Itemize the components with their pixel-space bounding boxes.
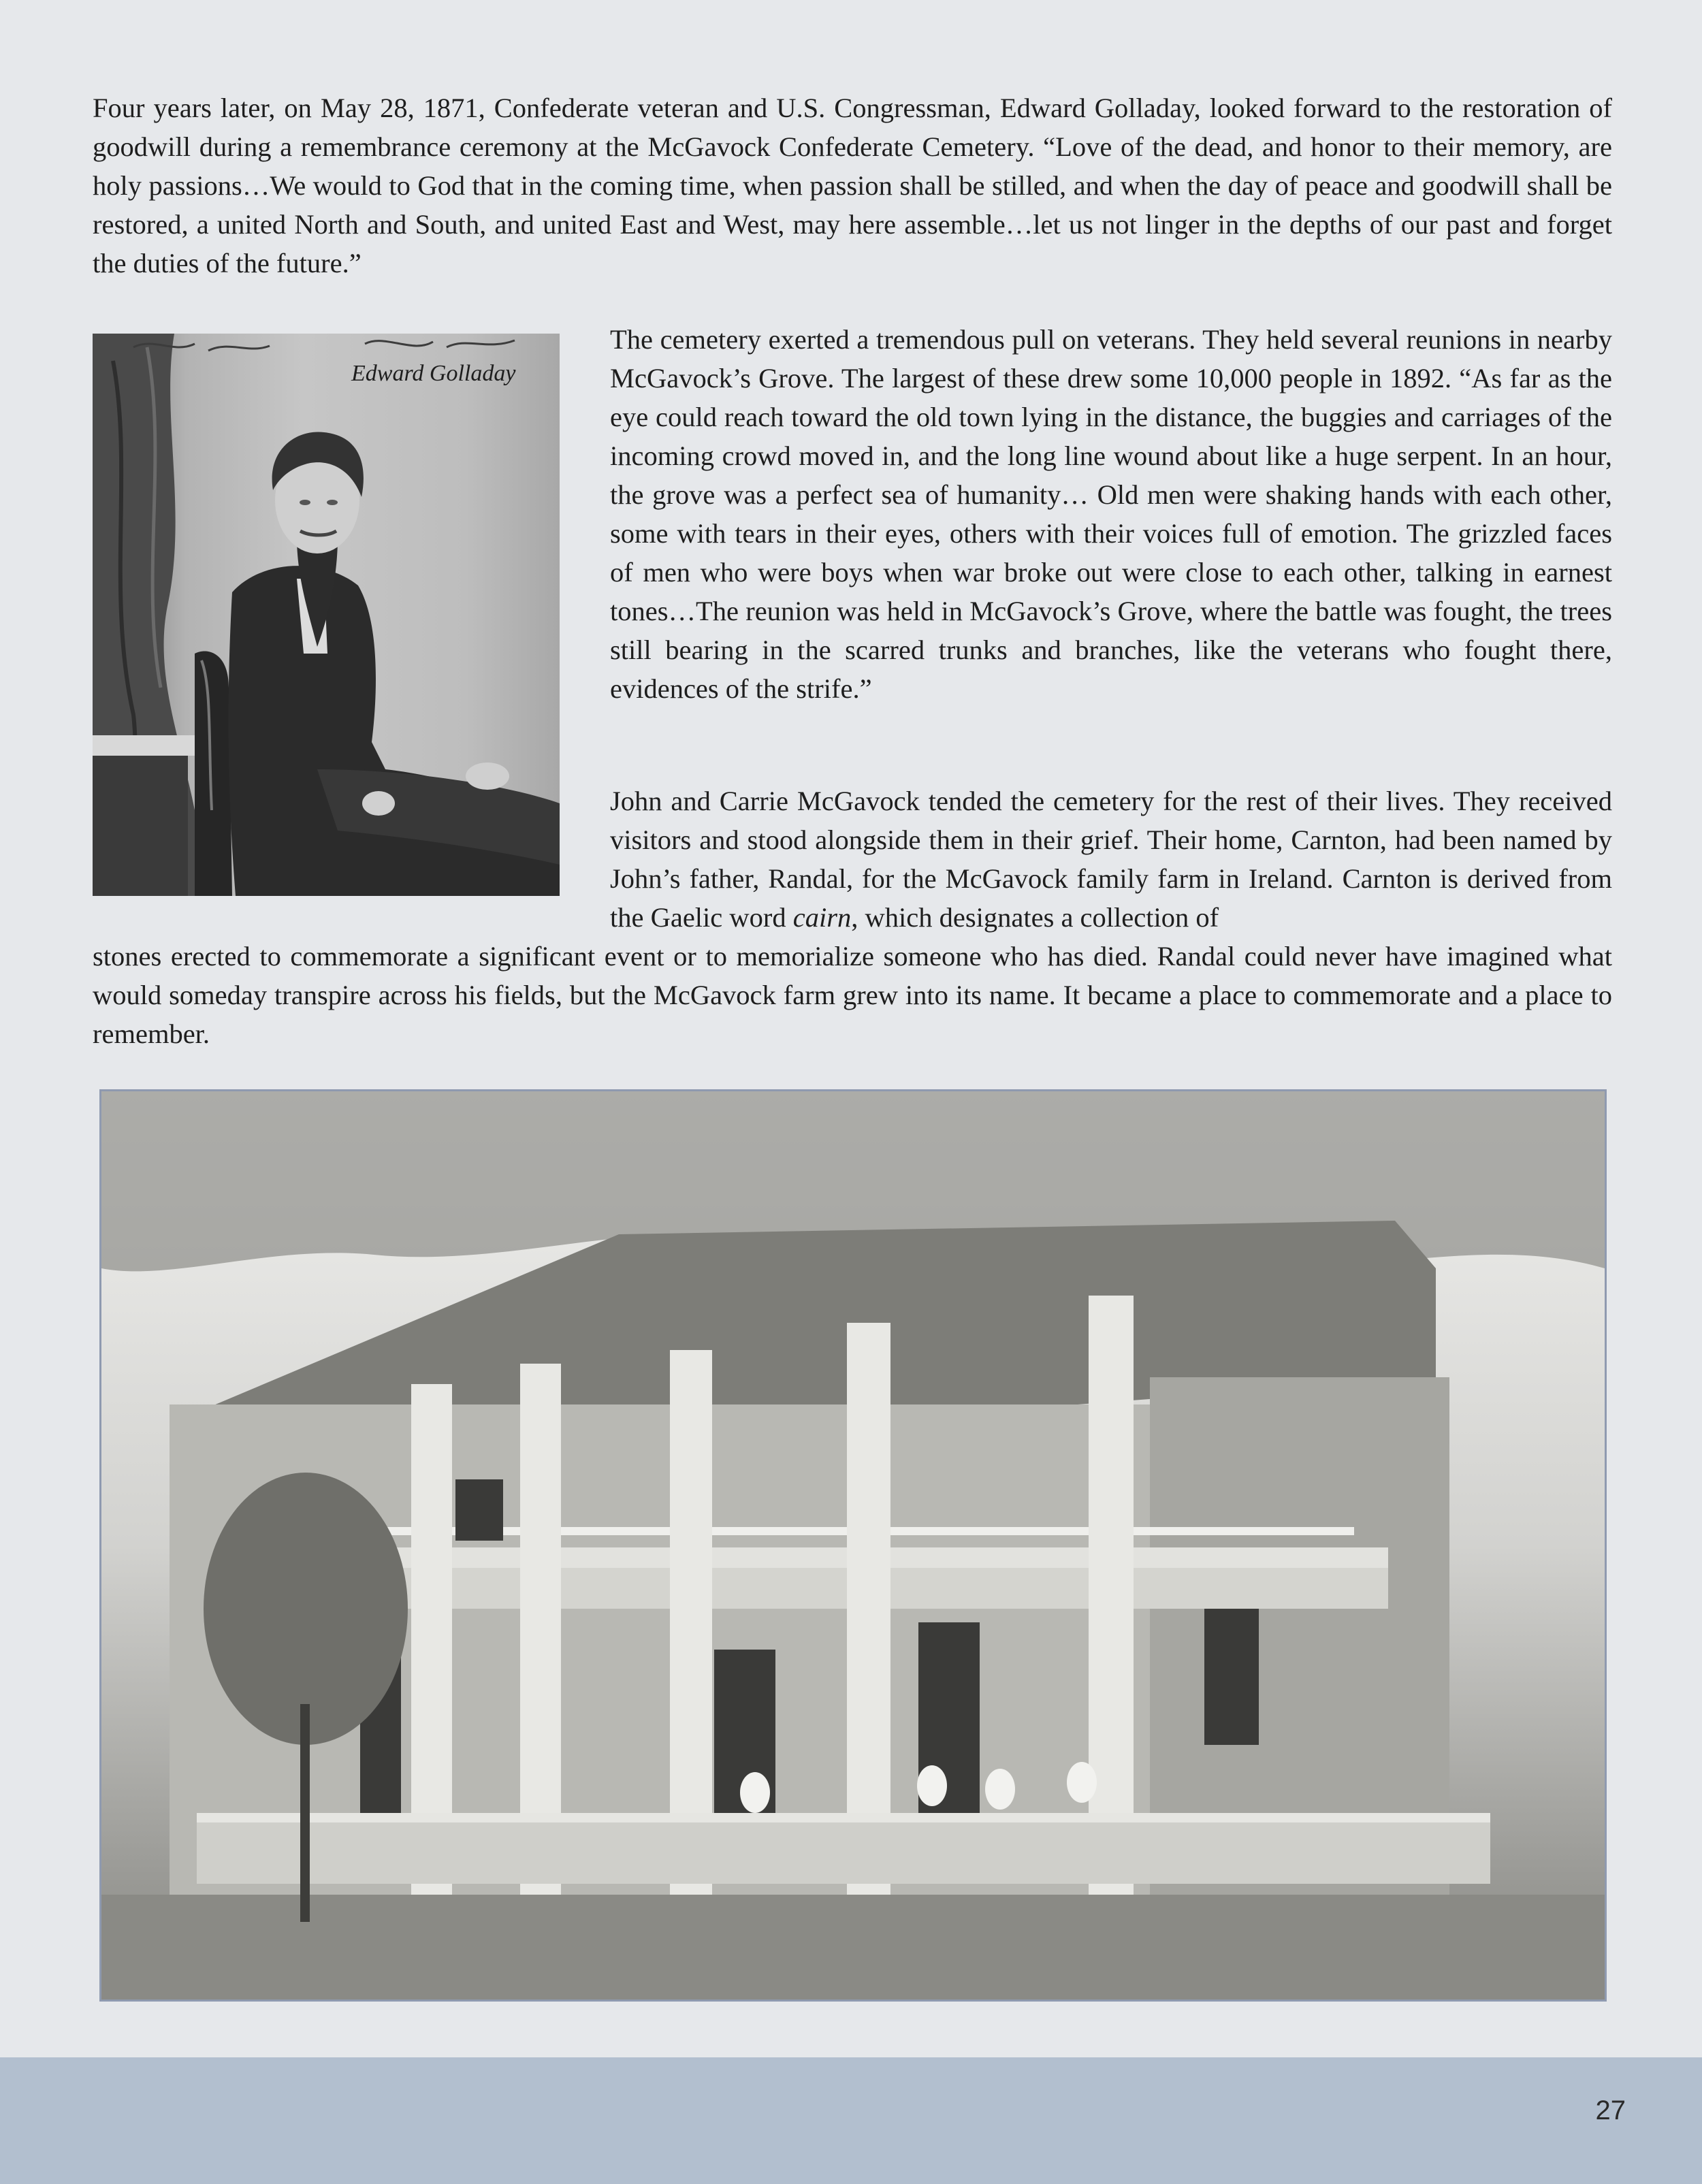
portrait-illustration	[93, 334, 560, 896]
paragraph-mcgavock-family-lines: John and Carrie McGavock tended the cemetery for the rest of their lives. They received visitors and stood alongside them in their grief. Their home, Carnton, had been named by John’s father, Randal, for the McGavock family farm in Ireland.	[610, 786, 1612, 894]
paragraph-carnton-meaning: stones erected to commemorate a significant event or to memorialize someone who has died. Randal could never have imagined what would someday transpire across his fields, but the McGavock farm grew into its name. It became a place to commemorate and a place to remember.	[93, 941, 1612, 1049]
portrait-caption: Edward Golladay	[351, 361, 516, 386]
paragraph-carnton-line-rest: , which designates a collection of	[851, 902, 1219, 933]
carnton-house-photo	[99, 1089, 1607, 2002]
paragraph-carnton-line-start: Carnton is derived from the Gaelic word	[610, 863, 1612, 933]
paragraph-veteran-reunions: The cemetery exerted a tremendous pull on veterans. They held several reunions in nearby McGavock’s Grove. The largest of these drew some 10,000 people in 1892. “As far as the eye could reach toward the old town lying in the distance, the buggies and carriages of the incoming crowd moved in, and the long line wound about like a huge serpent. In an hour, the grove was a perfect sea of humanity… Old men were shaking hands with each other, some with tears in their eyes, others with their voices full of emotion. The grizzled faces of men who were boys when war broke out were close to each other, talking in earnest tones…The reunion was held in McGavock’s Grove, where the battle was fought, the trees still bearing in the scarred trunks and branches, like the veterans who fought there, evidences of the strife.”	[610, 324, 1612, 704]
house-illustration	[101, 1091, 1605, 2000]
cairn-italic-word: cairn	[792, 902, 852, 933]
footer-band	[0, 2057, 1702, 2184]
paragraph-mcgavock-family	[610, 782, 1612, 937]
paragraph-golladay-speech: Four years later, on May 28, 1871, Confederate veteran and U.S. Congressman, Edward Golladay, looked forward to the restoration of goodwill during a remembrance ceremony at the McGavock Confederate Cemetery. “Love of the dead, and honor to their memory, are holy passions…We would to God that in the coming time, when passion shall be stilled, and when the day of peace and goodwill shall be restored, a united North and South, and united East and West, may here assemble…let us not linger in the depths of our past and forget the duties of the future.”	[93, 93, 1612, 278]
edward-golladay-portrait	[93, 334, 560, 896]
page-number: 27	[1595, 2095, 1626, 2125]
